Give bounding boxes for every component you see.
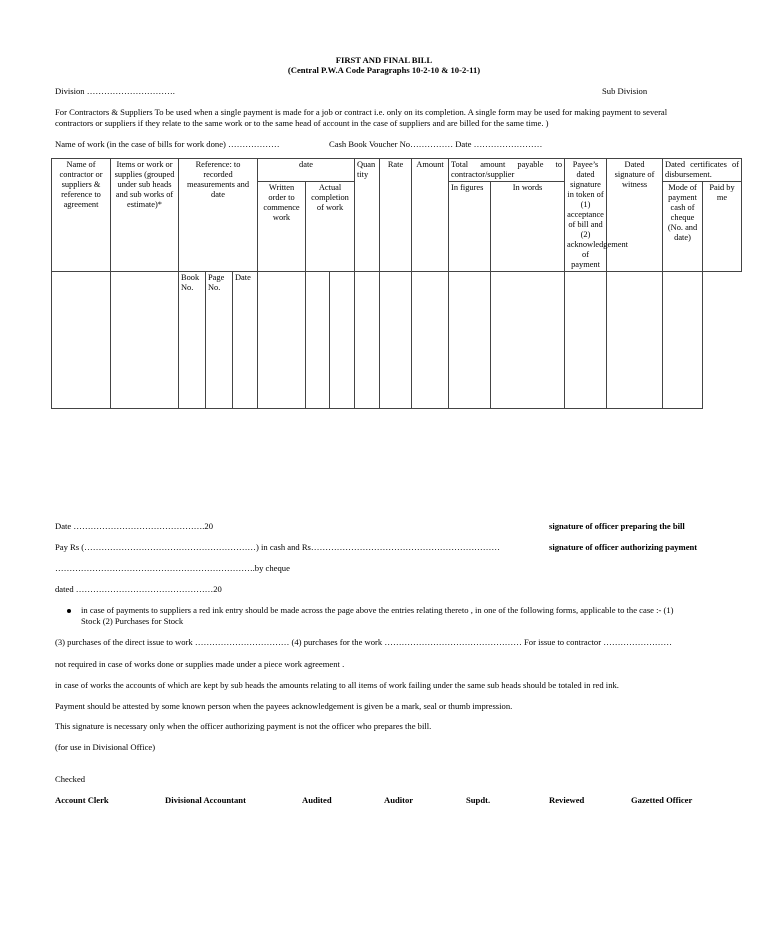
intro-line-2: contractors or suppliers if they relate to the same work or to the same head of account in the case of suppliers and are billed for the same time. ) (55, 118, 549, 128)
note-divisional-office: (for use in Divisional Office) (55, 742, 156, 752)
pay-line: Pay Rs (……………………………………………………) in cash and Rs………………………………………………………… (55, 542, 500, 552)
header-paid-by-me: Paid by me (703, 182, 742, 272)
purchases-line: (3) purchases of the direct issue to work …………………………… (4) purchases for the work ………………………………………… For issue to contractor …………………… (55, 637, 672, 647)
cell-ref-date[interactable] (233, 272, 258, 409)
form-title: FIRST AND FINAL BILL (335, 55, 433, 65)
bullet-icon (67, 609, 71, 613)
form-subtitle: (Central P.W.A Code Paragraphs 10-2-10 & 10-2-11) (287, 65, 481, 75)
note-attestation: Payment should be attested by some known person when the payees acknowledgement is given be a mark, seal or thumb impression. (55, 701, 513, 711)
dated-line: dated …………………………………………20 (55, 584, 222, 594)
header-date: date (258, 159, 355, 182)
signatory-auditor: Auditor (384, 795, 414, 805)
cell-written-order[interactable] (258, 272, 306, 409)
header-reference-measurements: Reference: to recorded measurements and date (179, 159, 258, 272)
header-certificates-disbursement: Dated certificates of disbursement. (663, 159, 742, 182)
cell-actual-completion-b[interactable] (330, 272, 355, 409)
header-written-order: Written order to commence work (258, 182, 306, 272)
cheque-line: …………………………………………………………….by cheque (55, 563, 290, 573)
header-actual-completion: Actual completion of work (306, 182, 355, 272)
signatory-gazetted-officer: Gazetted Officer (631, 795, 693, 805)
signatory-audited: Audited (302, 795, 332, 805)
date-line: Date ……………………………………….20 (55, 521, 214, 531)
bullet-note (67, 605, 674, 615)
cell-name[interactable] (52, 272, 111, 409)
header-items-of-work: Items or work or supplies (grouped under sub heads and sub works of estimate)* (111, 159, 179, 272)
bullet-note-line-2: Stock (2) Purchases for Stock (81, 616, 184, 626)
header-quantity: Quan tity (355, 159, 380, 272)
cell-quantity[interactable] (355, 272, 380, 409)
cell-in-words[interactable] (491, 272, 565, 409)
cash-book-field: Cash Book Voucher No…………… Date …………………… (329, 139, 543, 149)
signatory-divisional-accountant: Divisional Accountant (165, 795, 246, 805)
note-piece-work: not required in case of works done or supplies made under a piece work agreement . (55, 659, 345, 669)
division-field: Division …………………………. (55, 86, 175, 96)
intro-line-1: For Contractors & Suppliers To be used when a single payment is made for a job or contract i.e. only on its completion. A single form may be used for making payment to several (55, 107, 668, 117)
signatory-supdt: Supdt. (466, 795, 491, 805)
note-signature-necessary: This signature is necessary only when the officer authorizing payment is not the officer who prepares the bill. (55, 721, 432, 731)
note-sub-heads: in case of works the accounts of which are kept by sub heads the amounts relating to all items of work failing under the same sub heads should be totaled in red ink. (55, 680, 619, 690)
checked-label: Checked (55, 774, 86, 784)
cell-payee-signature[interactable] (565, 272, 607, 409)
signature-authorizing-payment: signature of officer authorizing payment (549, 542, 698, 552)
name-of-work-field: Name of work (in the case of bills for work done) ……………… (55, 139, 280, 149)
header-total-payable: Total amount payable to contractor/supplier (449, 159, 565, 182)
cell-witness-signature[interactable] (607, 272, 663, 409)
label-page-no: Page No. (208, 273, 225, 292)
cell-actual-completion-a[interactable] (306, 272, 330, 409)
header-witness-signature: Dated signature of witness (607, 159, 663, 272)
cell-amount[interactable] (412, 272, 449, 409)
signature-preparing-bill: signature of officer preparing the bill (549, 521, 685, 531)
label-book-no: Book No. (181, 273, 200, 292)
label-ref-date: Date (235, 273, 251, 282)
bullet-note-line-1: in case of payments to suppliers a red ink entry should be made across the page above the entries relating thereto , in one of the following forms, applicable to the case :- (1) (81, 605, 674, 615)
bill-table (51, 158, 742, 409)
cell-rate[interactable] (380, 272, 412, 409)
header-payee-signature: Payee’s dated signature in token of (1) acceptance of bill and (2) acknowledgement of payment (565, 159, 607, 272)
header-rate: Rate (380, 159, 412, 272)
header-in-figures: In figures (449, 182, 491, 272)
signatory-account-clerk: Account Clerk (55, 795, 109, 805)
cell-items[interactable] (111, 272, 179, 409)
header-name-of-contractor: Name of contractor or suppliers & reference to agreement (52, 159, 111, 272)
cell-book-no[interactable] (179, 272, 206, 409)
cell-mode-of-payment[interactable] (663, 272, 703, 409)
cell-page-no[interactable] (206, 272, 233, 409)
header-in-words: In words (491, 182, 565, 272)
header-amount: Amount (412, 159, 449, 272)
signatory-reviewed: Reviewed (549, 795, 585, 805)
sub-division-field: Sub Division (602, 86, 648, 96)
header-mode-of-payment: Mode of payment cash of cheque (No. and date) (663, 182, 703, 272)
cell-in-figures[interactable] (449, 272, 491, 409)
